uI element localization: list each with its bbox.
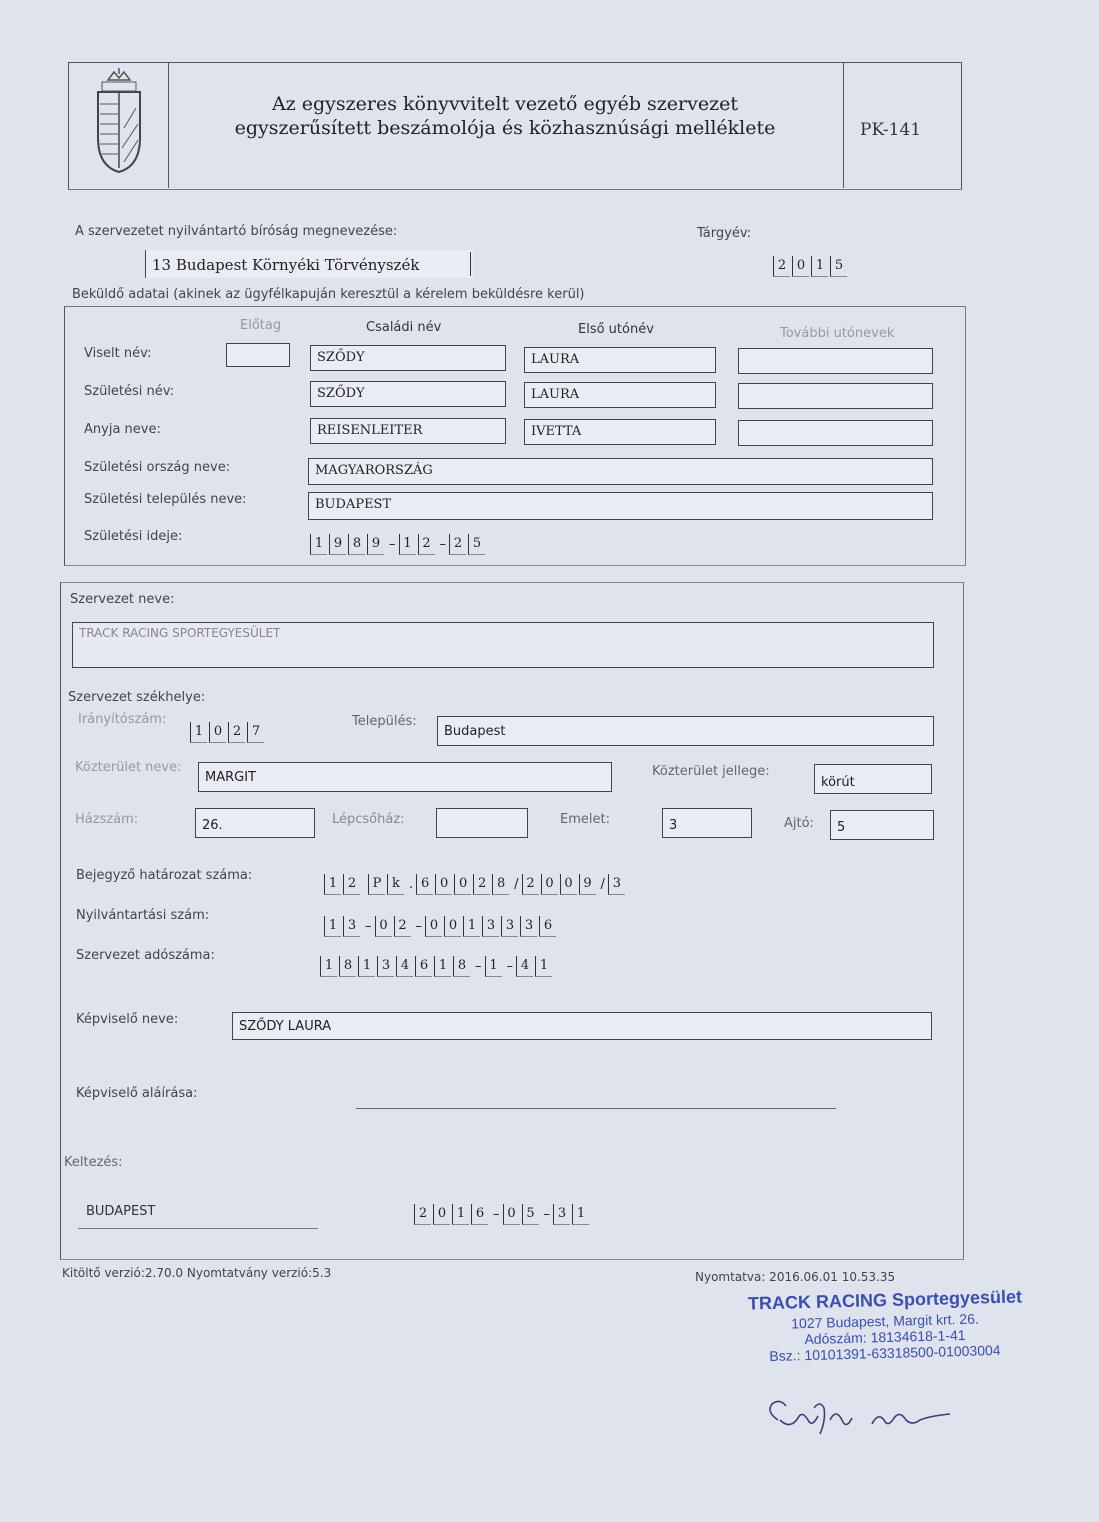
city-field[interactable] <box>437 716 934 746</box>
name-first-field[interactable] <box>524 347 716 373</box>
signature-line[interactable] <box>356 1108 836 1109</box>
digit-cell: 2 <box>449 534 466 555</box>
date-digits[interactable] <box>414 1204 591 1225</box>
digit-cell: 0 <box>425 916 442 937</box>
digit-cell: 3 <box>520 916 537 937</box>
street-type-label: Közterület jellege: <box>652 764 770 779</box>
court-value: 13 Budapest Környéki Törvényszék <box>152 256 420 274</box>
digit-cell: 1 <box>485 956 502 977</box>
stair-value <box>437 809 527 817</box>
birth-country-label: Születési ország neve: <box>84 460 231 475</box>
mother-first-value: IVETTA <box>531 424 582 439</box>
col-family-header: Családi név <box>366 320 442 335</box>
digit-cell: 6 <box>416 874 433 895</box>
street-label: Közterület neve: <box>75 760 182 775</box>
mother-family-value: REISENLEITER <box>317 423 423 438</box>
digit-separator: – <box>415 919 422 934</box>
digit-cell: 1 <box>572 1204 589 1225</box>
door-field[interactable] <box>830 810 934 840</box>
door-label: Ajtó: <box>784 816 814 831</box>
tax-digits[interactable] <box>320 956 554 977</box>
digit-cell: 8 <box>348 534 365 555</box>
court-field[interactable] <box>145 250 473 278</box>
birth-country-value: MAGYARORSZÁG <box>315 463 433 478</box>
stamp-line1: TRACK RACING Sportegyesület <box>747 1286 1023 1314</box>
street-value: MARGIT <box>205 770 256 785</box>
door-value: 5 <box>837 820 846 835</box>
digit-cell: 0 <box>503 1204 520 1225</box>
org-seat-label: Szervezet székhelye: <box>68 690 206 705</box>
header-divider-right <box>843 62 844 188</box>
digit-separator: – <box>506 959 513 974</box>
digit-cell: 0 <box>435 874 452 895</box>
birth-country-field[interactable] <box>308 458 933 485</box>
digit-cell: 8 <box>492 874 509 895</box>
date-label: Keltezés: <box>64 1155 123 1170</box>
digit-cell: 3 <box>377 956 394 977</box>
mother-name-label: Anyja neve: <box>84 422 161 437</box>
digit-cell: 0 <box>433 1204 450 1225</box>
digit-separator: – <box>365 919 372 934</box>
house-field[interactable] <box>195 808 315 838</box>
digit-cell: 4 <box>396 956 413 977</box>
digit-separator: – <box>543 1207 550 1222</box>
digit-cell: 1 <box>320 956 337 977</box>
stamp-line3: Adószám: 18134618-1-41 <box>804 1326 966 1348</box>
digit-cell: 1 <box>358 956 375 977</box>
city-label: Település: <box>352 714 417 729</box>
digit-cell: 0 <box>375 916 392 937</box>
coat-of-arms-icon <box>88 68 150 176</box>
digit-cell: 3 <box>608 874 625 895</box>
handwritten-signature <box>760 1390 980 1450</box>
stair-label: Lépcsőház: <box>332 812 405 827</box>
digit-cell: 0 <box>444 916 461 937</box>
date-place-line <box>78 1228 318 1229</box>
digit-cell: 5 <box>830 256 847 277</box>
mother-other-field[interactable] <box>738 420 933 446</box>
digit-cell: 1 <box>310 534 327 555</box>
zip-label: Irányítószám: <box>78 712 167 727</box>
rep-label: Képviselő neve: <box>76 1012 179 1027</box>
decision-label: Bejegyző határozat száma: <box>76 868 253 883</box>
court-field-right-edge <box>470 252 471 276</box>
mother-family-field[interactable] <box>310 418 506 444</box>
reg-label: Nyilvántartási szám: <box>76 908 210 923</box>
birth-city-label: Születési település neve: <box>84 492 247 507</box>
digit-cell: 1 <box>811 256 828 277</box>
sign-label: Képviselő aláírása: <box>76 1086 198 1101</box>
digit-cell: 2 <box>394 916 411 937</box>
city-value: Budapest <box>444 724 506 739</box>
org-name-field[interactable] <box>72 622 934 668</box>
house-value: 26. <box>202 818 223 833</box>
name-family-value: SZŐDY <box>317 350 365 365</box>
digit-separator: / <box>600 877 605 892</box>
zip-digits[interactable] <box>190 722 266 743</box>
digit-cell: 2 <box>473 874 490 895</box>
digit-cell: 0 <box>454 874 471 895</box>
digit-cell: 5 <box>468 534 485 555</box>
digit-cell: 5 <box>522 1204 539 1225</box>
digit-cell: 1 <box>463 916 480 937</box>
digit-cell: 9 <box>329 534 346 555</box>
street-type-value: körút <box>821 775 855 790</box>
digit-cell: 0 <box>560 874 577 895</box>
form-title-line1: Az egyszeres könyvvitelt vezető egyéb szervezet <box>271 93 739 115</box>
digit-cell: 2 <box>418 534 435 555</box>
digit-cell: 2 <box>414 1204 431 1225</box>
rep-field[interactable] <box>232 1012 932 1040</box>
digit-cell: 8 <box>453 956 470 977</box>
birth-city-field[interactable] <box>308 492 933 520</box>
digit-cell: 0 <box>541 874 558 895</box>
year-digits[interactable] <box>773 256 849 277</box>
printed-info: Nyomtatva: 2016.06.01 10.53.35 <box>695 1270 896 1284</box>
name-other-field[interactable] <box>738 348 933 374</box>
sender-caption: Beküldő adatai (akinek az ügyfélkapuján keresztül a kérelem beküldésre kerül) <box>72 287 585 302</box>
digit-cell: 8 <box>339 956 356 977</box>
court-label: A szervezetet nyilvántartó bíróság megnevezése: <box>75 224 398 239</box>
org-stamp <box>700 1286 1070 1365</box>
digit-separator: / <box>514 877 519 892</box>
name-prefix-field[interactable] <box>226 343 290 367</box>
digit-cell: 7 <box>247 722 264 743</box>
digit-separator: – <box>493 1207 500 1222</box>
form-code: PK-141 <box>860 120 922 140</box>
digit-cell: 0 <box>792 256 809 277</box>
name-family-field[interactable] <box>310 345 506 371</box>
digit-cell: 1 <box>190 722 207 743</box>
floor-label: Emelet: <box>560 812 610 827</box>
name-row-label: Viselt név: <box>84 346 152 361</box>
form-title-line2: egyszerűsített beszámolója és közhasznúsági melléklete <box>234 117 776 139</box>
birth-date-digits[interactable] <box>310 534 487 555</box>
version-info: Kitöltő verzió:2.70.0 Nyomtatvány verzió:5.3 <box>62 1266 332 1280</box>
digit-cell: 3 <box>482 916 499 937</box>
header-divider-left <box>168 62 169 188</box>
street-type-field[interactable] <box>814 764 932 794</box>
birth-family-field[interactable] <box>310 381 506 407</box>
reg-digits[interactable] <box>324 916 558 937</box>
digit-cell: 4 <box>516 956 533 977</box>
digit-separator: – <box>439 537 446 552</box>
birth-name-label: Születési név: <box>84 384 175 399</box>
birth-city-value: BUDAPEST <box>315 497 392 512</box>
digit-cell: 3 <box>553 1204 570 1225</box>
digit-cell: 9 <box>367 534 384 555</box>
year-label: Tárgyév: <box>697 226 752 241</box>
digit-cell: P <box>368 874 385 895</box>
digit-cell: 2 <box>228 722 245 743</box>
form-title <box>175 92 835 140</box>
digit-cell: 6 <box>415 956 432 977</box>
digit-cell: 1 <box>452 1204 469 1225</box>
digit-cell: 2 <box>773 256 790 277</box>
digit-cell: 6 <box>471 1204 488 1225</box>
digit-cell: 6 <box>539 916 556 937</box>
digit-cell: 1 <box>535 956 552 977</box>
digit-cell: 1 <box>399 534 416 555</box>
org-name-value: TRACK RACING SPORTEGYESÜLET <box>79 626 281 640</box>
stair-field[interactable] <box>436 808 528 838</box>
digit-cell: 1 <box>324 916 341 937</box>
floor-value: 3 <box>669 818 678 833</box>
house-label: Házszám: <box>75 812 139 827</box>
col-first-header: Első utónév <box>578 322 654 337</box>
col-other-header: További utónevek <box>780 326 895 341</box>
rep-value: SZŐDY LAURA <box>239 1019 332 1034</box>
stamp-line4: Bsz.: 10101391-63318500-01003004 <box>769 1341 1001 1365</box>
date-place: BUDAPEST <box>86 1204 156 1219</box>
org-name-label: Szervezet neve: <box>70 592 175 607</box>
name-first-value: LAURA <box>531 352 580 367</box>
digit-cell: 1 <box>324 874 341 895</box>
birth-date-label: Születési ideje: <box>84 529 183 544</box>
digit-separator: – <box>389 537 396 552</box>
street-field[interactable] <box>198 762 612 792</box>
birth-first-field[interactable] <box>524 382 716 408</box>
mother-first-field[interactable] <box>524 419 716 445</box>
stamp-line2: 1027 Budapest, Margit krt. 26. <box>791 1310 979 1332</box>
floor-field[interactable] <box>662 808 752 838</box>
digit-cell: 1 <box>434 956 451 977</box>
digit-cell: k <box>387 874 404 895</box>
digit-cell: 3 <box>343 916 360 937</box>
digit-cell: 2 <box>522 874 539 895</box>
digit-cell: 3 <box>501 916 518 937</box>
digit-separator: – <box>475 959 482 974</box>
digit-cell: 9 <box>579 874 596 895</box>
digit-cell: 0 <box>209 722 226 743</box>
decision-digits[interactable] <box>324 874 627 895</box>
birth-family-value: SZŐDY <box>317 386 365 401</box>
tax-label: Szervezet adószáma: <box>76 948 215 963</box>
birth-first-value: LAURA <box>531 387 580 402</box>
birth-other-field[interactable] <box>738 383 933 409</box>
col-prefix-header: Előtag <box>240 318 282 333</box>
digit-separator: . <box>409 877 414 892</box>
digit-cell: 2 <box>343 874 360 895</box>
